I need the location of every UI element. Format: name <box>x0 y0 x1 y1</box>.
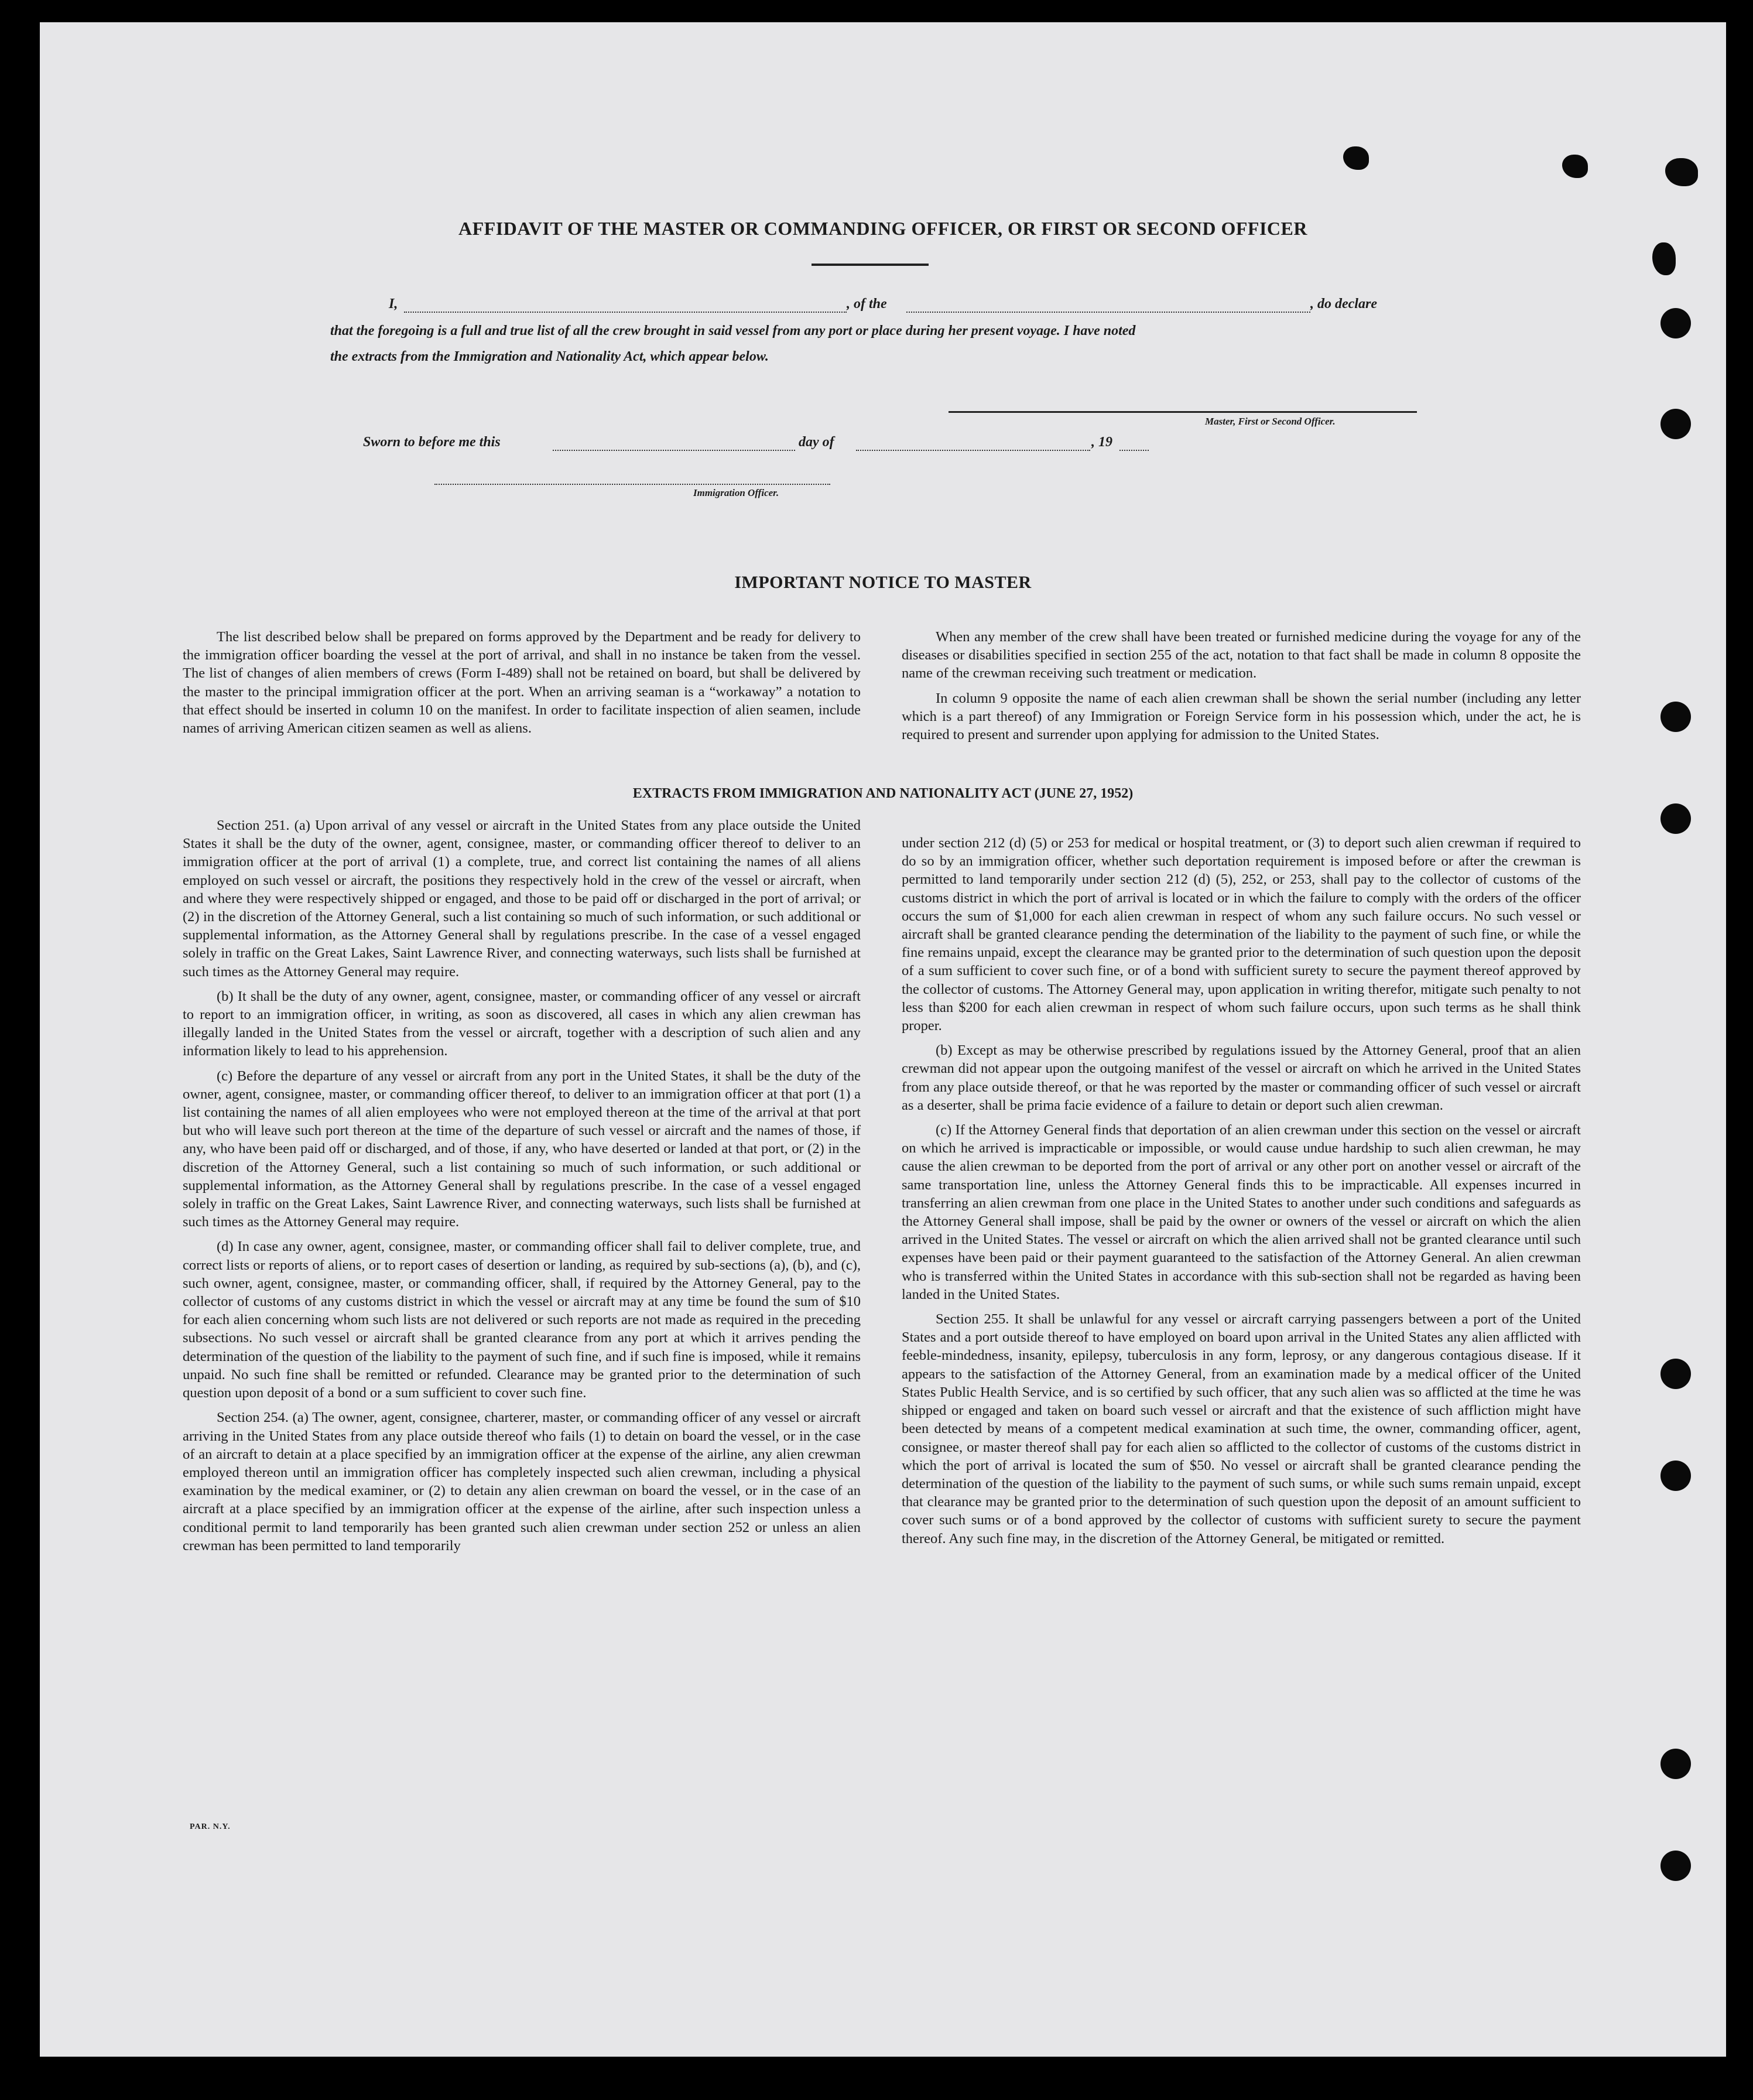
sworn-year-field[interactable] <box>1119 450 1149 451</box>
declaration-line-3: the extracts from the Immigration and Nationality Act, which appear below. <box>330 349 769 364</box>
section-255-text: Section 255. It shall be unlawful for any vessel or aircraft carrying passengers between a port of the United States and a port outside thereof to have employed on board upon arrival in the United States any alien afflicted with feeble-mindedness, insanity, epilepsy, tuberculosis in any form, leprosy, or any dangerous contagious disease. If it appears to the satisfaction of the Attorney General, from an examination made by a medical officer of the United States Public Health Service, and is so certified by such officer, that any such alien was so afflicted at the time he was shipped or engaged and taken on board such vessel or aircraft and that the existence of such affliction might have been detected by means of a competent medical examination at such time, the owner, commanding officer, agent, consignee, or master thereof shall pay for each alien so afflicted to the collector of customs of the customs district in which the port of arrival is located the sum of $50. No vessel or aircraft shall be granted clearance pending the determination of the question of the liability to the payment of such sums, or while such sums remain unpaid, except that clearance may be granted prior to the determination of such question upon the deposit of an amount sufficient to cover such sums or of a bond approved by the collector of customs with sufficient surety to secure the payment thereof. Any such fine may, in the discretion of the Attorney General, be mitigated or remitted. <box>902 1311 1581 1547</box>
sworn-month-field[interactable] <box>856 450 1090 451</box>
section-254b-text: (b) Except as may be otherwise prescribed by regulations issued by the Attorney General, proof that an alien crewman did not appear upon the outgoing manifest of the vessel or aircraft on which he arrived in the United States from any place outside thereof, or that he was reported by the master or commanding officer of such vessel or aircraft as a deserter, shall be prima facie evidence of a failure to detain or deport such alien crewman. <box>902 1042 1581 1113</box>
section-254c-text: (c) If the Attorney General finds that deportation of an alien crewman under this section on the vessel or aircraft on which he arrived is impracticable or impossible, or would cause undue hardship to such alien crewman, he may cause the alien crewman to be deported from the port of arrival or any other port on another vessel or aircraft of the same transportation line, unless the Attorney General finds this to be impracticable. All expenses incurred in transferring an alien crewman from one place in the United States to another under such conditions and safeguards as the Attorney General shall impose, shall be paid by the owner or owners of the vessel or aircraft on which the alien arrived in the United States. The vessel or aircraft on which the alien arrived shall not be granted clearance until such expenses have been paid or their payment guaranteed to the satisfaction of the Attorney General. An alien crewman who is transferred within the United States in accordance with this sub-section shall not be regarded as having been landed in the United States. <box>902 1122 1581 1302</box>
immigration-officer-signature-line[interactable] <box>434 484 830 485</box>
notice-paragraph-left <box>183 628 861 744</box>
section-251c-text: (c) Before the departure of any vessel or aircraft from any port in the United States, it shall be the duty of the owner, agent, consignee, master, or commanding officer thereof, to deliver to an immigration officer at that port (1) a list containing the names of all alien employees who were not employed thereon at the time of the arrival at that port but who will leave such port thereon at the time of the departure of such vessel or aircraft and the names of those, if any, who have been paid off or discharged, and of those, if any, who have deserted or landed at that port, or (2) in the discretion of the Attorney General, such a list containing so much of such information, or such additional or supplemental information, as the Attorney General shall by regulations prescribe. In the case of a vessel engaged solely in traffic on the Great Lakes, Saint Lawrence River, and connecting waterways, such lists shall be furnished at such times as the Attorney General may require. <box>183 1068 861 1230</box>
title-divider <box>812 264 929 266</box>
form-page <box>40 22 1726 2057</box>
punch-hole <box>1660 1851 1691 1881</box>
master-signature-line[interactable] <box>949 411 1417 413</box>
vessel-prefix: , of the <box>847 296 887 312</box>
punch-hole <box>1660 1359 1691 1389</box>
punch-hole <box>1660 803 1691 834</box>
punch-hole <box>1660 702 1691 732</box>
declarant-prefix: I, <box>389 296 398 312</box>
immigration-officer-label: Immigration Officer. <box>693 487 779 498</box>
printer-mark: PAR. N.Y. <box>190 1822 231 1831</box>
extracts-column-right <box>902 834 1581 1554</box>
sworn-day-field[interactable] <box>553 450 795 451</box>
punch-hole <box>1343 146 1369 170</box>
extracts-heading: EXTRACTS FROM IMMIGRATION AND NATIONALITY ACT (JUNE 27, 1952) <box>632 786 1134 801</box>
section-251d-text: (d) In case any owner, agent, consignee, master, or commanding officer shall fail to deliver complete, true, and correct lists or reports of aliens, or to report cases of desertion or landing, as required by sub-sections (a), (b), and (c), such owner, agent, consignee, master, or commanding officer, shall, if required by the Attorney General, pay to the collector of customs of any customs district in which the vessel or aircraft may at any time be found the sum of $10 for each alien concerning whom such lists are not delivered or such reports are not made as required in the preceding subsections. No such vessel or aircraft shall be granted clearance from any port at which it arrives pending the determination of the question of the liability to the payment of such fine, and if such fine is imposed, while it remains unpaid. No such fine shall be remitted or refunded. Clearance may be granted prior to the determination of such question upon deposit of a bond or a sum sufficient to cover such fine. <box>183 1239 861 1401</box>
notice-text: In column 9 opposite the name of each alien crewman shall be shown the serial number (including any letter which is a part thereof) of any Immigration or Foreign Service form in his possession which, under the act, he is required to present and surrender upon applying for admission to the United States. <box>902 690 1581 743</box>
notice-text: The list described below shall be prepared on forms approved by the Department and be ready for delivery to the immigration officer boarding the vessel at the port of arrival, and shall in no instance be taken from the vessel. The list of changes of alien members of crews (Form I-489) shall not be retained on board, but shall be delivered by the master to the principal immigration officer at the port. When an arriving seaman is a “workaway” a notation to that effect should be inserted in column 10 on the manifest. In order to facilitate inspection of alien seamen, include names of arriving American citizen seamen as well as aliens. <box>183 629 861 737</box>
notice-column-right <box>902 628 1581 750</box>
notice-title: IMPORTANT NOTICE TO MASTER <box>734 573 1032 592</box>
section-251b-text: (b) It shall be the duty of any owner, agent, consignee, master, or commanding officer of any vessel or aircraft to report to an immigration officer, in writing, as soon as discovered, all cases in which any alien crewman has illegally landed in the United States from the vessel or aircraft, together with a description of such alien and any information likely to lead to his apprehension. <box>183 988 861 1059</box>
punch-hole <box>1660 1461 1691 1491</box>
sworn-prefix: Sworn to before me this <box>363 435 501 450</box>
section-254a-continued-text: under section 212 (d) (5) or 253 for medical or hospital treatment, or (3) to deport such alien crewman if required to do so by an immigration officer, whether such deportation requirement is imposed before or after the crewman is permitted to land temporarily under section 212 (d) (5), 252, or 253, shall pay to the collector of customs of the customs district in which the port of arrival is located or in which the failure to comply with the orders of the officer occurs the sum of $1,000 for each alien crewman in respect of whom any such failure occurs. No such vessel or aircraft shall be granted clearance pending the determination of the liability to the payment of such fine, or while the fine remains unpaid, except the clearance may be granted prior to the determination of such question upon the deposit of a sum sufficient to cover such fine, or of a bond with sufficient surety to secure the payment thereof approved by the collector of customs. The Attorney General may, upon application in writing therefor, mitigate such penalty to not less than $200 for each alien crewman in respect of whom such failure occurs, upon such terms as he shall think proper. <box>902 835 1581 1034</box>
section-251a-text: Section 251. (a) Upon arrival of any vessel or aircraft in the United States from any place outside the United States it shall be the duty of the owner, agent, consignee, master, or commanding officer thereof to deliver to an immigration officer at the port of arrival (1) a complete, true, and correct list containing the names of all aliens employed on such vessel or aircraft, the positions they respectively hold in the crew of the vessel or aircraft, when and where they were respectively shipped or engaged, and those to be paid off or discharged in the port of arrival; or (2) in the discretion of the Attorney General, such a list containing so much of such information, or such additional or supplemental information, as the Attorney General shall by regulations prescribe. In the case of a vessel engaged solely in traffic on the Great Lakes, Saint Lawrence River, and connecting waterways, such lists shall be furnished at such times as the Attorney General may require. <box>183 818 861 980</box>
sworn-day-label: day of <box>799 435 834 450</box>
sworn-year-label: , 19 <box>1091 435 1112 450</box>
declare-suffix: , do declare <box>1310 296 1377 312</box>
punch-hole <box>1665 158 1698 186</box>
section-254a-text: Section 254. (a) The owner, agent, consignee, charterer, master, or commanding officer of any vessel or aircraft arriving in the United States from any place outside thereof who fails (1) to detain on board the vessel, or in the case of an aircraft to detain at a place specified by an immigration officer at the expense of the airline, any alien crewman employed thereon until an immigration officer has completely inspected such alien crewman, including a physical examination by the medical examiner, or (2) to detain any alien crewman on board the vessel, or in the case of an aircraft at a place specified by an immigration officer at the expense of the airline, after such inspection unless a conditional permit to land temporarily has been granted such alien crewman under section 252 or unless an alien crewman has been permitted to land temporarily <box>183 1410 861 1554</box>
master-signature-label: Master, First or Second Officer. <box>1205 416 1336 427</box>
declarant-name-field[interactable] <box>404 312 847 313</box>
vessel-name-field[interactable] <box>906 312 1310 313</box>
punch-hole <box>1660 1749 1691 1779</box>
punch-hole <box>1652 242 1676 275</box>
punch-hole <box>1660 308 1691 338</box>
affidavit-title: AFFIDAVIT OF THE MASTER OR COMMANDING OFFICER, OR FIRST OR SECOND OFFICER <box>458 218 1307 239</box>
declaration-line-2: that the foregoing is a full and true list of all the crew brought in said vessel from any port or place during her present voyage. I have noted <box>330 323 1136 338</box>
notice-text: When any member of the crew shall have been treated or furnished medicine during the voyage for any of the diseases or disabilities specified in section 255 of the act, notation to that fact shall be made in column 8 opposite the name of the crewman receiving such treatment or medication. <box>902 629 1581 682</box>
punch-hole <box>1562 155 1588 178</box>
extracts-column-left <box>183 816 861 1561</box>
punch-hole <box>1660 409 1691 439</box>
